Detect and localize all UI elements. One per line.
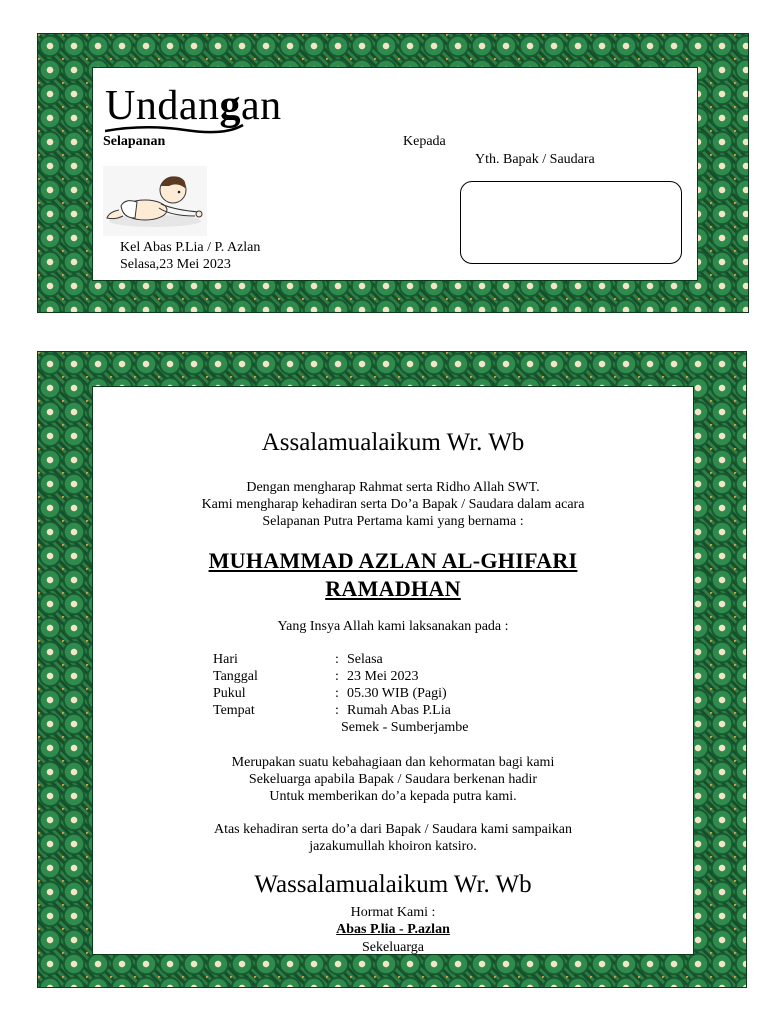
- sender-name: Kel Abas P.Lia / P. Azlan: [120, 240, 261, 255]
- invitation-panel: [92, 386, 694, 955]
- address-box: [460, 181, 682, 264]
- detail-label: Tempat: [213, 703, 255, 718]
- recipient-salutation: Yth. Bapak / Saudara: [475, 152, 595, 167]
- child-name-line: RAMADHAN: [325, 576, 461, 601]
- thanks-line: jazakumullah khoiron katsiro.: [309, 839, 477, 854]
- detail-label: Hari: [213, 652, 238, 667]
- thanks-paragraph: [93, 821, 693, 855]
- detail-value: Selasa: [347, 652, 383, 667]
- honor-paragraph: [93, 754, 693, 805]
- signature: Abas P.lia - P.azlan: [336, 922, 450, 937]
- honor-line: Untuk memberikan do’a kepada putra kami.: [269, 789, 517, 804]
- envelope-subtitle: Selapanan: [103, 134, 166, 149]
- envelope-frame: [37, 33, 749, 313]
- envelope-panel: [92, 67, 698, 281]
- detail-colon: :: [335, 703, 339, 718]
- detail-value: 23 Mei 2023: [347, 669, 419, 684]
- detail-value: Rumah Abas P.Lia: [347, 703, 451, 718]
- detail-label: Tanggal: [213, 669, 258, 684]
- honor-line: Sekeluarga apabila Bapak / Saudara berkenan hadir: [248, 772, 538, 787]
- closing-greeting: Wassalamualaikum Wr. Wb: [254, 871, 532, 898]
- baby-illustration: [103, 166, 207, 236]
- regards-label: Hormat Kami :: [350, 905, 436, 920]
- envelope-title: Undangan: [105, 83, 282, 129]
- detail-colon: :: [335, 686, 339, 701]
- detail-label: Pukul: [213, 686, 246, 701]
- detail-colon: :: [335, 652, 339, 667]
- opening-line: Kami mengharap kehadiran serta Do’a Bapak / Saudara dalam acara: [201, 497, 585, 512]
- sender-date: Selasa,23 Mei 2023: [120, 257, 231, 272]
- opening-line: Selapanan Putra Pertama kami yang bernama :: [262, 514, 524, 529]
- family-label: Sekeluarga: [362, 940, 424, 955]
- thanks-line: Atas kehadiran serta do’a dari Bapak / Saudara kami sampaikan: [213, 822, 573, 837]
- place-line2: Semek - Sumberjambe: [341, 720, 469, 735]
- invitation-frame: [37, 351, 747, 988]
- child-name-line: MUHAMMAD AZLAN AL-GHIFARI: [208, 548, 578, 573]
- honor-line: Merupakan suatu kebahagiaan dan kehormatan bagi kami: [231, 755, 555, 770]
- recipient-label: Kepada: [403, 134, 446, 149]
- greeting: Assalamualaikum Wr. Wb: [261, 429, 525, 456]
- opening-paragraph: [93, 479, 693, 530]
- schedule-intro: Yang Insya Allah kami laksanakan pada :: [277, 619, 509, 634]
- detail-colon: :: [335, 669, 339, 684]
- detail-value: 05.30 WIB (Pagi): [347, 686, 447, 701]
- opening-line: Dengan mengharap Rahmat serta Ridho Allah SWT.: [246, 480, 540, 495]
- child-name: [93, 547, 693, 603]
